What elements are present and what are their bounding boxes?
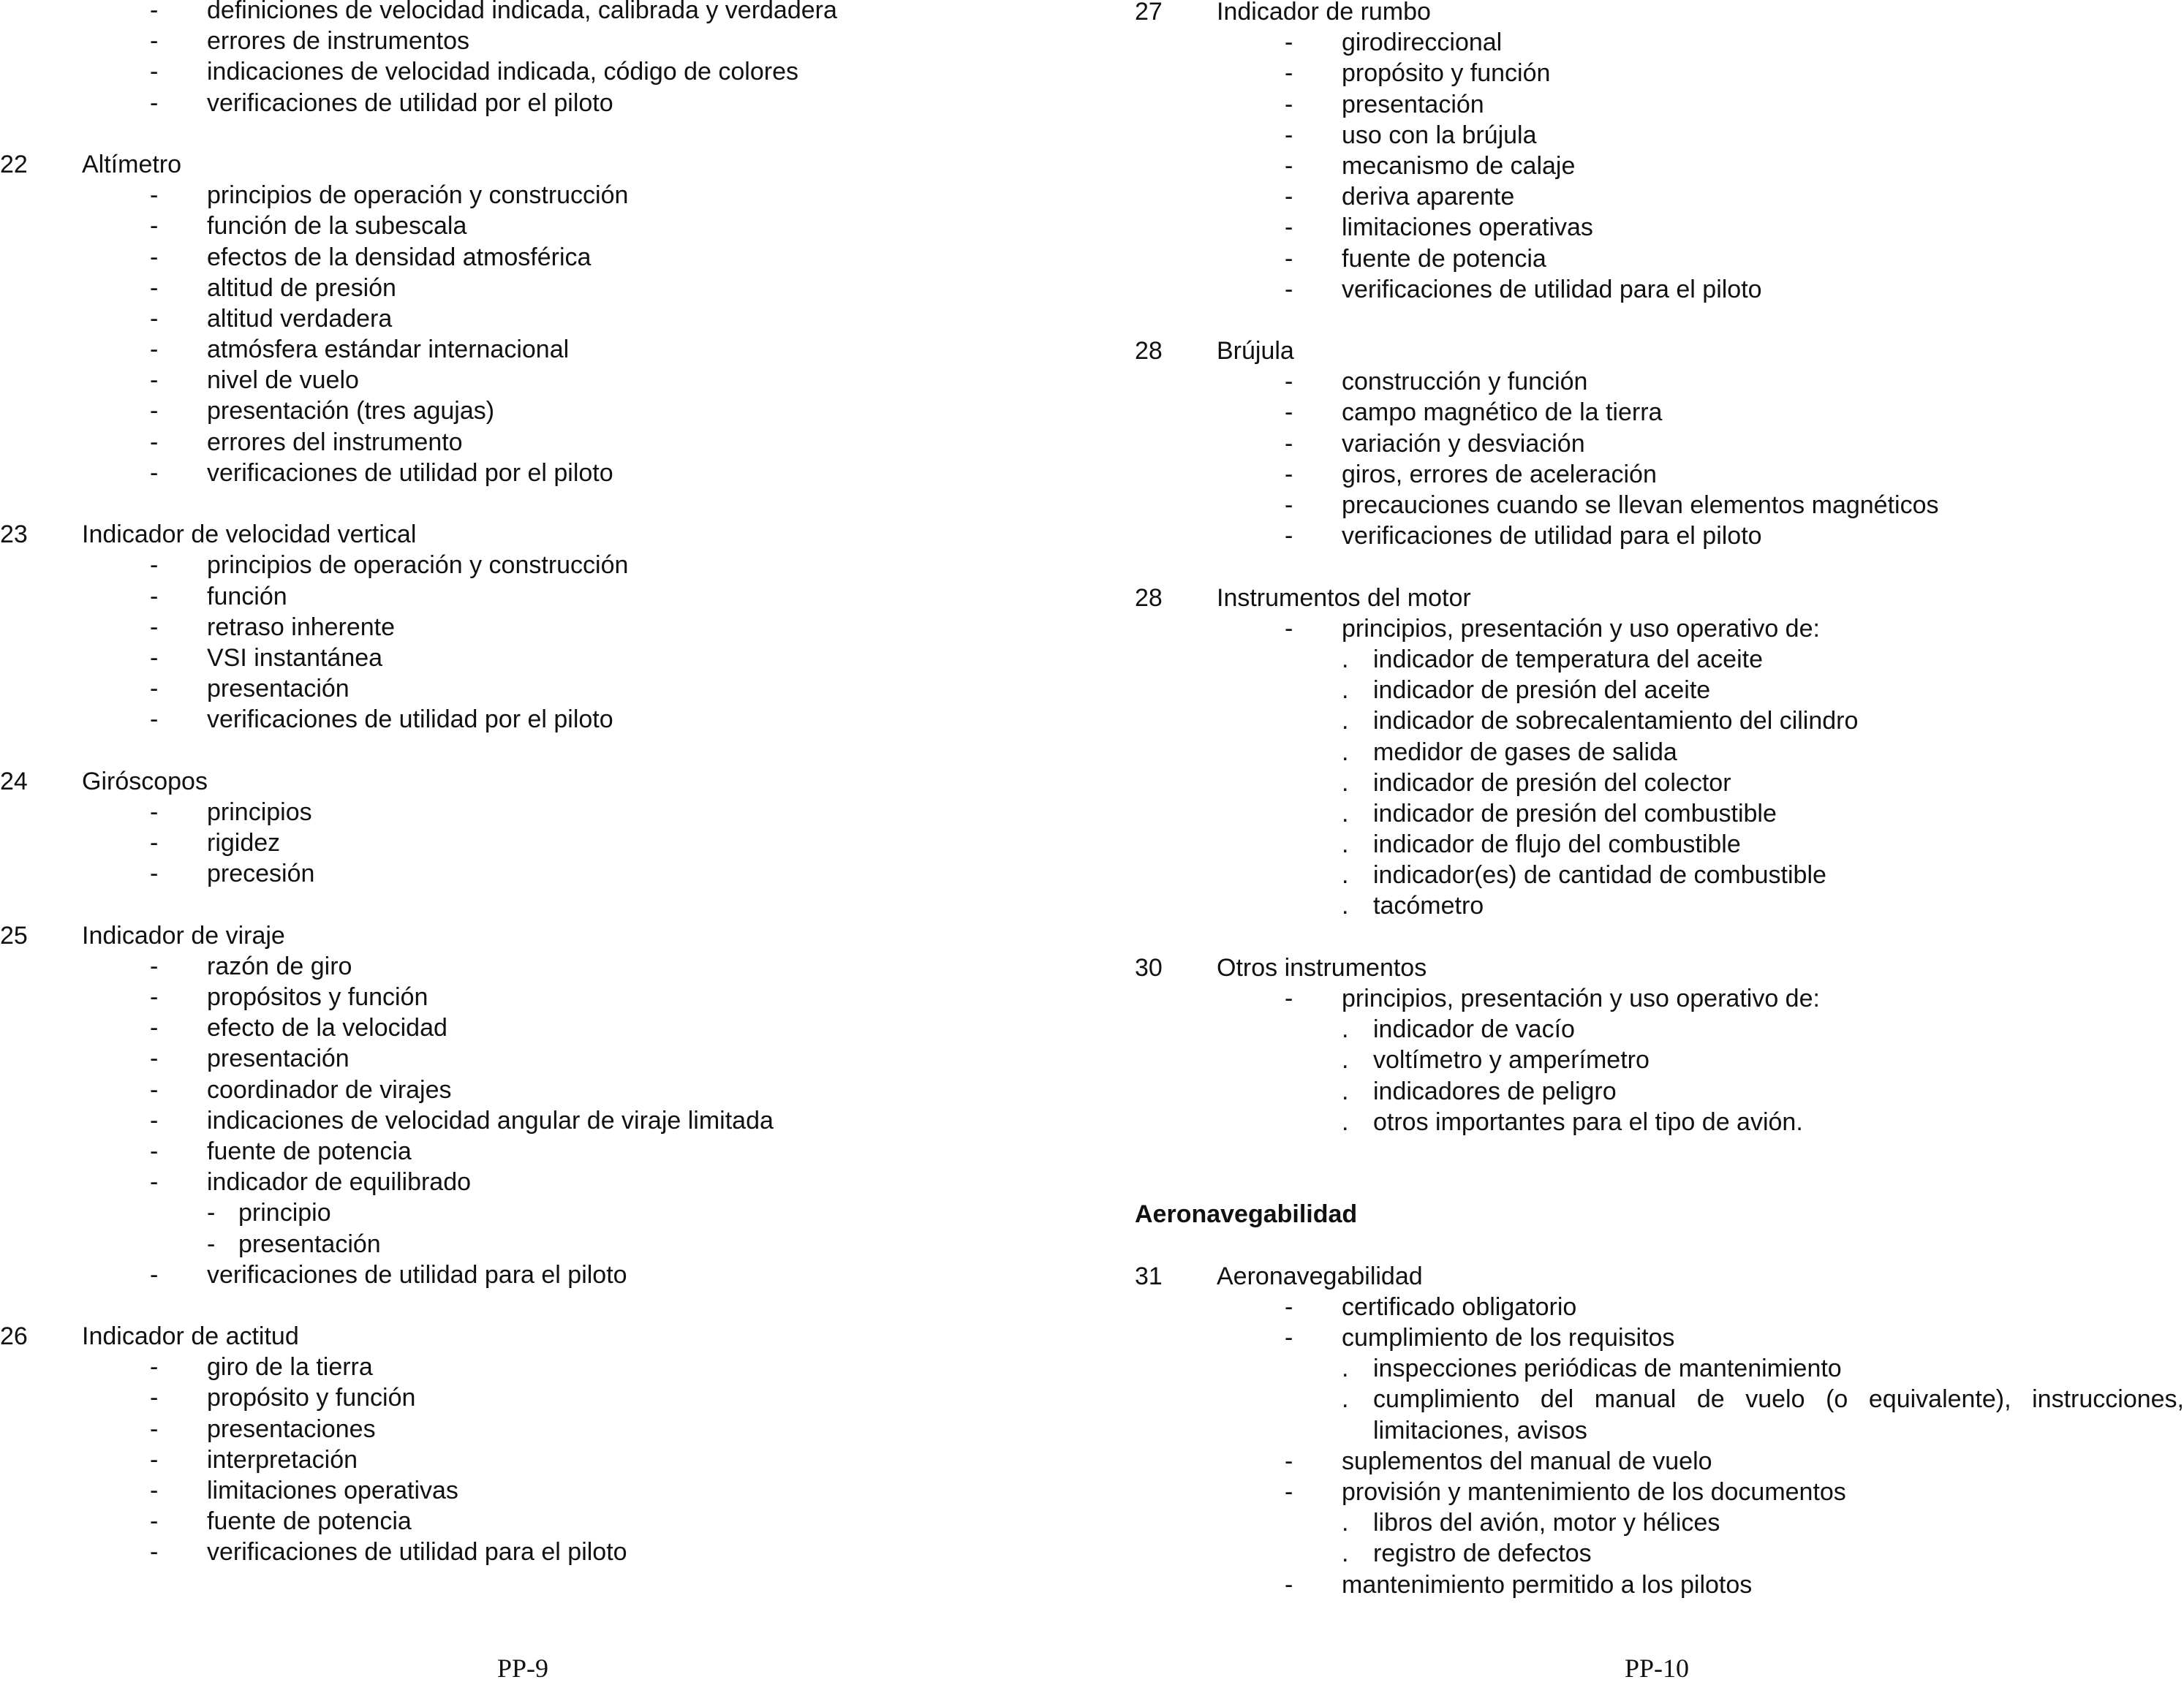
dot-item-text: medidor de gases de salida <box>1373 738 1677 766</box>
list-item <box>1135 181 2184 212</box>
list-item-text: propósito y función <box>207 1384 416 1412</box>
section-heading: Aeronavegabilidad <box>1135 1200 1358 1229</box>
list-item <box>0 1506 1024 1537</box>
list-item-text: limitaciones operativas <box>207 1477 458 1504</box>
dot-item <box>1135 644 2184 675</box>
list-item <box>0 612 1024 643</box>
dot-item <box>1135 737 2184 768</box>
list-item <box>1135 58 2184 88</box>
bullet-dash: - <box>150 613 159 641</box>
dot-item-text: indicadores de peligro <box>1373 1077 1617 1105</box>
list-item <box>0 211 1024 241</box>
section-header <box>0 1321 1024 1352</box>
dot-item-text: otros importantes para el tipo de avión. <box>1373 1107 1803 1136</box>
section-title: Indicador de rumbo <box>1217 0 1431 26</box>
list-item-text: limitaciones operativas <box>1342 213 1593 242</box>
list-item <box>0 951 1024 982</box>
bullet-dot: . <box>1342 707 1349 735</box>
dot-item <box>1135 1076 2184 1107</box>
page-number-left: PP-9 <box>497 1654 549 1683</box>
bullet-dash: - <box>150 1137 159 1165</box>
bullet-dash: - <box>1285 368 1293 396</box>
list-item <box>1135 613 2184 644</box>
dot-item <box>1135 1107 2184 1137</box>
bullet-dash: - <box>150 1415 159 1443</box>
list-item-text: mecanismo de calaje <box>1342 151 1576 180</box>
list-item <box>0 1537 1024 1567</box>
list-item-text: principios de operación y construcción <box>207 551 629 580</box>
bullet-dot: . <box>1342 892 1349 920</box>
spacer <box>0 735 1024 766</box>
spacer <box>1135 305 2184 336</box>
list-item <box>1135 243 2184 274</box>
list-item <box>0 1043 1024 1074</box>
section-number: 30 <box>1135 953 1163 982</box>
section-title: Brújula <box>1217 337 1294 366</box>
list-item-text: errores del instrumento <box>207 428 463 456</box>
list-item <box>0 1475 1024 1506</box>
bullet-dot: . <box>1342 1046 1349 1075</box>
section-number: 24 <box>0 767 28 795</box>
list-item <box>0 704 1024 735</box>
list-item <box>0 1075 1024 1105</box>
bullet-dot: . <box>1342 645 1349 673</box>
list-item-text: nivel de vuelo <box>207 366 359 395</box>
list-item-text: fuente de potencia <box>1342 244 1546 273</box>
list-item-text: razón de giro <box>207 952 352 980</box>
list-item <box>0 26 1024 56</box>
list-item-text: presentación <box>1342 90 1484 118</box>
list-item-text: verificaciones de utilidad por el piloto <box>207 458 613 487</box>
bullet-dot: . <box>1342 1355 1349 1383</box>
list-item-text: indicaciones de velocidad angular de viraje limitada <box>207 1106 774 1135</box>
list-item-text: verificaciones de utilidad por el piloto <box>207 705 613 734</box>
list-item <box>1135 274 2184 305</box>
list-item <box>1135 490 2184 520</box>
bullet-dot: . <box>1342 738 1349 766</box>
bullet-dash: - <box>150 798 159 826</box>
bullet-dash: - <box>150 551 159 580</box>
list-item-text: función <box>207 582 287 610</box>
bullet-dash: - <box>1285 244 1293 273</box>
dot-item-text: indicador(es) de cantidad de combustible <box>1373 861 1826 890</box>
list-item-text: interpretación <box>207 1445 358 1474</box>
list-item-text: indicaciones de velocidad indicada, código de colores <box>207 58 798 86</box>
bullet-dash: - <box>150 582 159 610</box>
list-item-text: cumplimiento de los requisitos <box>1342 1324 1675 1352</box>
dot-item-text: indicador de temperatura del aceite <box>1373 645 1763 673</box>
bullet-dash: - <box>1285 1292 1293 1321</box>
bullet-dash: - <box>150 983 159 1011</box>
dot-item-text: indicador de vacío <box>1373 1015 1575 1044</box>
list-item <box>0 1352 1024 1382</box>
list-item <box>1135 428 2184 459</box>
list-item-text: fuente de potencia <box>207 1137 412 1165</box>
section-number: 26 <box>0 1322 28 1351</box>
section-title: Indicador de actitud <box>82 1322 299 1351</box>
list-item <box>0 1414 1024 1444</box>
bullet-dash: - <box>150 304 159 333</box>
section-header <box>0 519 1024 550</box>
section-title: Altímetro <box>82 150 182 178</box>
bullet-dash: - <box>150 952 159 980</box>
bullet-dash: - <box>150 1384 159 1412</box>
list-item <box>0 427 1024 458</box>
bullet-dash: - <box>1285 121 1293 149</box>
sub-list-item-text: principio <box>238 1199 331 1227</box>
page-number-right: PP-10 <box>1625 1654 1690 1683</box>
sub-list-item-text: presentación <box>238 1230 381 1258</box>
list-item <box>0 1167 1024 1197</box>
list-item-text: principios, presentación y uso operativo de: <box>1342 614 1820 643</box>
dot-item <box>1135 890 2184 921</box>
list-item <box>1135 27 2184 58</box>
list-item <box>1135 1446 2184 1477</box>
bullet-dash: - <box>1285 460 1293 488</box>
bullet-dash: - <box>150 829 159 857</box>
list-item-text: función de la subescala <box>207 212 467 241</box>
bullet-dot: . <box>1342 768 1349 797</box>
list-item-text: verificaciones de utilidad por el piloto <box>207 88 613 117</box>
bullet-dash: - <box>1285 429 1293 458</box>
bullet-dot: . <box>1342 1015 1349 1044</box>
bullet-dash: - <box>1285 1478 1293 1506</box>
dot-item <box>1135 1507 2184 1538</box>
section-title: Indicador de viraje <box>82 921 285 950</box>
bullet-dash: - <box>1285 1447 1293 1475</box>
list-item-text: certificado obligatorio <box>1342 1292 1577 1321</box>
bullet-dash: - <box>150 1477 159 1504</box>
list-item <box>0 0 1024 26</box>
sub-list-item <box>0 1197 1024 1228</box>
list-item <box>0 365 1024 395</box>
list-item-text: altitud de presión <box>207 273 396 302</box>
bullet-dash: - <box>1285 491 1293 519</box>
bullet-dash: - <box>1285 1324 1293 1352</box>
bullet-dash: - <box>150 1014 159 1042</box>
list-item <box>0 1444 1024 1475</box>
section-number: 25 <box>0 921 28 950</box>
bullet-dash: - <box>207 1199 216 1227</box>
bullet-dash: - <box>150 0 159 24</box>
section-title: Instrumentos del motor <box>1217 583 1471 612</box>
list-item-text: mantenimiento permitido a los pilotos <box>1342 1570 1753 1599</box>
bullet-dash: - <box>150 1507 159 1536</box>
bullet-dot: . <box>1342 1385 1349 1414</box>
list-item-text: principios, presentación y uso operativo de: <box>1342 985 1820 1012</box>
list-item <box>0 273 1024 303</box>
section-header <box>1135 953 2184 983</box>
list-item-text: presentación <box>207 675 349 703</box>
bullet-dash: - <box>150 88 159 117</box>
bullet-dash: - <box>150 58 159 86</box>
dot-item <box>1135 675 2184 705</box>
list-item <box>0 303 1024 334</box>
list-item <box>0 395 1024 426</box>
list-item <box>0 458 1024 488</box>
bullet-dash: - <box>150 336 159 364</box>
bullet-dash: - <box>150 860 159 888</box>
dot-item-text: indicador de flujo del combustible <box>1373 830 1741 859</box>
bullet-dash: - <box>150 397 159 425</box>
dot-item-text: indicador de presión del combustible <box>1373 799 1777 828</box>
list-item-text: suplementos del manual de vuelo <box>1342 1447 1712 1475</box>
list-item <box>0 828 1024 858</box>
bullet-dash: - <box>1285 183 1293 211</box>
list-item-text: verificaciones de utilidad para el piloto <box>207 1260 627 1289</box>
bullet-dash: - <box>150 458 159 487</box>
bullet-dash: - <box>150 27 159 56</box>
bullet-dash: - <box>150 273 159 302</box>
bullet-dot: . <box>1342 676 1349 705</box>
section-title: Aeronavegabilidad <box>1217 1262 1423 1290</box>
sub-list-item <box>0 1229 1024 1260</box>
bullet-dash: - <box>1285 614 1293 643</box>
list-item-text: verificaciones de utilidad para el piloto <box>1342 275 1762 303</box>
section-heading-row <box>1135 1199 2184 1230</box>
bullet-dash: - <box>150 1260 159 1289</box>
section-number: 28 <box>1135 583 1163 612</box>
list-item-text: rigidez <box>207 829 281 857</box>
list-item <box>1135 983 2184 1014</box>
list-item <box>0 334 1024 365</box>
list-item-text: retraso inherente <box>207 613 396 641</box>
bullet-dot: . <box>1342 1107 1349 1136</box>
bullet-dash: - <box>150 1045 159 1073</box>
section-number: 31 <box>1135 1262 1163 1290</box>
bullet-dot: . <box>1342 1077 1349 1105</box>
bullet-dash: - <box>150 1353 159 1382</box>
list-item <box>0 88 1024 118</box>
bullet-dash: - <box>150 1106 159 1135</box>
list-item <box>1135 151 2184 181</box>
list-item-text: indicador de equilibrado <box>207 1168 472 1197</box>
bullet-dash: - <box>1285 90 1293 118</box>
section-number: 28 <box>1135 337 1163 366</box>
section-number: 27 <box>1135 0 1163 26</box>
list-item-text: definiciones de velocidad indicada, calibrada y verdadera <box>207 0 837 24</box>
list-item <box>0 643 1024 673</box>
bullet-dash: - <box>150 1538 159 1567</box>
list-item <box>1135 520 2184 551</box>
dot-item-text: indicador de presión del aceite <box>1373 676 1711 705</box>
section-number: 22 <box>0 150 28 178</box>
list-item-text: atmósfera estándar internacional <box>207 336 570 364</box>
dot-item <box>1135 705 2184 736</box>
bullet-dash: - <box>150 705 159 734</box>
list-item-text: efecto de la velocidad <box>207 1014 447 1042</box>
dot-item-text: indicador de presión del colector <box>1373 768 1731 797</box>
bullet-dash: - <box>150 366 159 395</box>
list-item <box>0 1105 1024 1136</box>
list-item <box>1135 397 2184 428</box>
bullet-dash: - <box>150 428 159 456</box>
list-item-text: altitud verdadera <box>207 304 393 333</box>
list-item <box>0 1012 1024 1043</box>
list-item-text: fuente de potencia <box>207 1507 412 1536</box>
bullet-dash: - <box>150 1445 159 1474</box>
list-item-text: deriva aparente <box>1342 183 1515 211</box>
dot-item <box>1135 829 2184 860</box>
list-item-text: principios de operación y construcción <box>207 181 629 210</box>
bullet-dot: . <box>1342 799 1349 828</box>
list-item-text: presentaciones <box>207 1415 376 1443</box>
list-item-text: VSI instantánea <box>207 643 383 672</box>
list-item-text: errores de instrumentos <box>207 27 470 56</box>
bullet-dash: - <box>150 181 159 210</box>
list-item-text: verificaciones de utilidad para el piloto <box>1342 522 1762 550</box>
list-item <box>1135 212 2184 243</box>
list-item <box>0 1136 1024 1167</box>
list-item-text: giro de la tierra <box>207 1353 373 1382</box>
bullet-dot: . <box>1342 1509 1349 1537</box>
list-item-text: precauciones cuando se llevan elementos magnéticos <box>1342 491 1939 519</box>
list-item-text: precesión <box>207 860 315 888</box>
dot-item <box>1135 1384 2184 1415</box>
list-item <box>0 1382 1024 1413</box>
list-item <box>0 673 1024 704</box>
section-header <box>0 766 1024 797</box>
bullet-dash: - <box>1285 213 1293 242</box>
list-item <box>1135 1322 2184 1353</box>
section-header <box>0 149 1024 180</box>
list-item-text: presentación (tres agujas) <box>207 397 495 425</box>
section-title: Otros instrumentos <box>1217 953 1427 982</box>
list-item <box>0 858 1024 889</box>
bullet-dot: . <box>1342 830 1349 859</box>
section-header <box>1135 336 2184 366</box>
list-item-text: principios <box>207 798 312 826</box>
spacer <box>0 118 1024 149</box>
bullet-dash: - <box>1285 275 1293 303</box>
bullet-dash: - <box>1285 1570 1293 1599</box>
right-page-column <box>1135 0 2184 1600</box>
list-item-text: propósitos y función <box>207 983 428 1011</box>
bullet-dash: - <box>1285 29 1293 57</box>
bullet-dash: - <box>1285 151 1293 180</box>
list-item <box>1135 1569 2184 1600</box>
bullet-dash: - <box>150 243 159 271</box>
dot-item <box>1135 798 2184 829</box>
list-item <box>0 550 1024 580</box>
dot-item-continuation <box>1135 1415 2184 1446</box>
list-item <box>0 797 1024 828</box>
dot-item-text: voltímetro y amperímetro <box>1373 1046 1650 1075</box>
section-header <box>1135 583 2184 613</box>
list-item-text: presentación <box>207 1045 349 1073</box>
bullet-dash: - <box>1285 398 1293 427</box>
bullet-dash: - <box>150 1168 159 1197</box>
list-item <box>0 1260 1024 1290</box>
dot-item <box>1135 1045 2184 1075</box>
dot-item-text-continuation: limitaciones, avisos <box>1373 1416 1587 1444</box>
left-page-column <box>0 0 1024 1568</box>
section-number: 23 <box>0 520 28 549</box>
spacer <box>1135 551 2184 582</box>
list-item-text: variación y desviación <box>1342 429 1585 458</box>
list-item-text: verificaciones de utilidad para el piloto <box>207 1538 627 1567</box>
list-item-text: campo magnético de la tierra <box>1342 398 1663 427</box>
dot-item-text: inspecciones periódicas de mantenimiento <box>1373 1355 1842 1383</box>
dot-item-text: tacómetro <box>1373 892 1484 920</box>
bullet-dash: - <box>150 1075 159 1104</box>
dot-item-text: libros del avión, motor y hélices <box>1373 1509 1720 1537</box>
list-item-text: construcción y función <box>1342 368 1588 396</box>
spacer <box>0 1290 1024 1321</box>
bullet-dash: - <box>1285 59 1293 88</box>
bullet-dash: - <box>150 212 159 241</box>
spacer <box>1135 1137 2184 1168</box>
section-header <box>1135 0 2184 27</box>
list-item <box>0 242 1024 273</box>
section-title: Giróscopos <box>82 767 208 795</box>
dot-item <box>1135 1538 2184 1569</box>
list-item <box>1135 89 2184 120</box>
bullet-dot: . <box>1342 1540 1349 1568</box>
bullet-dot: . <box>1342 861 1349 890</box>
dot-item-text: registro de defectos <box>1373 1540 1592 1568</box>
section-header <box>1135 1261 2184 1292</box>
bullet-dash: - <box>207 1230 216 1258</box>
list-item <box>1135 1477 2184 1507</box>
list-item <box>1135 1292 2184 1322</box>
list-item-text: giros, errores de aceleración <box>1342 460 1657 488</box>
list-item <box>0 982 1024 1012</box>
list-item <box>0 581 1024 612</box>
bullet-dash: - <box>1285 522 1293 550</box>
section-header <box>0 920 1024 951</box>
spacer <box>1135 922 2184 953</box>
list-item <box>1135 366 2184 397</box>
list-item-text: uso con la brújula <box>1342 121 1537 149</box>
bullet-dash: - <box>150 643 159 672</box>
list-item-text: efectos de la densidad atmosférica <box>207 243 592 271</box>
bullet-dash: - <box>1285 985 1293 1012</box>
dot-item <box>1135 1353 2184 1384</box>
dot-item-text-justified: cumplimiento del manual de vuelo (o equivalente), instrucciones, <box>1373 1385 2184 1414</box>
dot-item <box>1135 768 2184 798</box>
list-item-text: propósito y función <box>1342 59 1551 88</box>
section-title: Indicador de velocidad vertical <box>82 520 417 549</box>
spacer <box>0 889 1024 920</box>
list-item <box>0 56 1024 87</box>
bullet-dash: - <box>150 675 159 703</box>
dot-item-text: indicador de sobrecalentamiento del cilindro <box>1373 707 1859 735</box>
spacer <box>1135 1230 2184 1261</box>
dot-item <box>1135 860 2184 890</box>
dot-item <box>1135 1014 2184 1045</box>
list-item <box>1135 459 2184 490</box>
spacer <box>0 488 1024 519</box>
list-item <box>1135 120 2184 151</box>
list-item-text: coordinador de virajes <box>207 1075 452 1104</box>
list-item <box>0 180 1024 211</box>
list-item-text: provisión y mantenimiento de los documentos <box>1342 1478 1846 1506</box>
list-item-text: girodireccional <box>1342 29 1503 57</box>
spacer <box>1135 1168 2184 1199</box>
